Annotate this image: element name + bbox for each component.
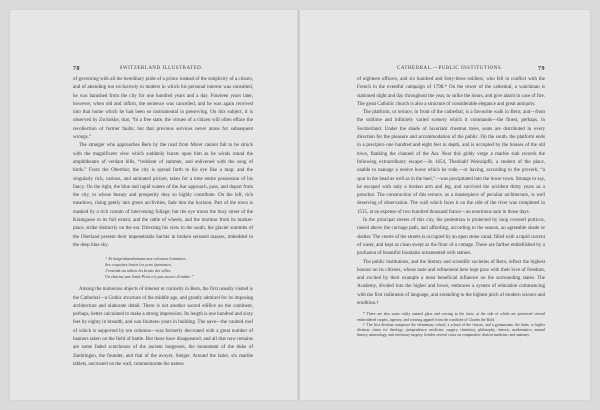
- verse-line: J'entends au milieu les bruits des villes: [105, 268, 171, 274]
- running-header: [357, 66, 545, 72]
- running-header: [73, 66, 253, 72]
- page-body: [357, 76, 545, 338]
- page-number: 79: [538, 66, 545, 72]
- paragraph: In the principal streets of this city, the pedestrian is protected by long covered porticos, raised above the carriage path, and affording, according to the season, an agreeable shade or shelter. The centre of the streets is occupied by an open stone canal, filled with a rapid current of water, and kept as clean swept as the floor of a cottage. These are farther embellished by a profusion of beautiful fountains ornamented with statues.: [357, 218, 545, 257]
- verse-line: Un charme par Saint-Prest n'a pas encore d'ombre.”: [105, 274, 194, 280]
- left-page: [10, 10, 298, 400]
- page-body: [73, 76, 253, 369]
- right-page: [300, 10, 590, 400]
- paragraph: of eighteen officers, and six hundred and forty-three soldiers, who fell in conflict with the French in the eventful campaign of 1798.* On the tower of the cathedral, a watchman is stationed night and day throughout the year, to strike the hours, and give alarm in case of fire. The great Catholic church is also a structure of considerable elegance and great antiquity.: [357, 77, 545, 107]
- verse-line: Ses coquettes bruits les yeux épanouies,: [105, 262, 172, 268]
- paragraph: The public institutions, and the literary and scientific societies of Bern, reflect the highest honour on its citizens, whose taste and refinement here kept pace with their love of freedom, and excited by their example a most beneficial influence on the surrounding states. The Academy, divided into the higher and lower, embraces a system of education commencing with the first rudiments of language, and extending to the highest pitch of modern science and erudition.†: [357, 259, 546, 307]
- verse-line: “ Et longs'abandonnant aux colonnes lointaines: [105, 256, 186, 262]
- footnotes: [357, 312, 545, 338]
- page-number: 78: [73, 66, 80, 72]
- paragraph: Among the numerous objects of interest or curiosity in Bern, the first usually visited is the Cathedral—a Gothic structure of the middle age, and greatly admired for its imposing architecture and elaborate detail. There is not another sacred edifice on the continent, perhaps, better calculated to make a strong impression. Its length is one hundred and sixty feet by eighty in breadth, and was fourteen years in building. The nave—the vaulted roof of which is supported by ten columns—was formerly decorated with a great number of banners taken on the field of battle. But these have disappeared; and all that now remains are some faded scutcheons of the ancient burgesses, the monument of the duke of Zaehringen, the founder, and that of the avoyer, Steiger. Around the latter, six marble tablets, encrusted on the wall, commemorate the names: [73, 287, 253, 367]
- footnote: * There are also some richly stained glass and carving in the choir, at the side of which are preserved several embroidered carpets, tapestry, and wearing apparel from the wardrobe of Charles the Bold.: [357, 312, 545, 322]
- running-head-title: CATHEDRAL.—PUBLIC INSTITUTIONS.: [397, 66, 503, 71]
- paragraph: of governing with all the hereditary pride of a prince instead of the simplicity of a citizen, and of attending too exclusively to matters in which his personal interest was consulted, he was banished from the city for one hundred years and a day. Fourteen years later, however, when old and infirm, the sentence was cancelled, and he was again received into that home which he had been so instrumental in preserving. On this subject, it is observed by Zschokke, that, “In a free state, the virtues of a citizen will often efface the recollection of former faults; but that previous services never atone for subsequent wrongs.”: [73, 77, 253, 141]
- footnote: † The first division comprises the elementary school, a school of the classes, and a gymnasium: the latter, or higher division, chairs for theology, jurisprudence, medicine, surgery, chemistry, philosophy, rhetoric, mathematics, natural history, mineralogy, and veterinary surgery; besides several cours on comparative clinical medicine, and anatomy.: [357, 322, 545, 338]
- verse-quotation: [105, 256, 253, 280]
- paragraph: The platform, or terrace, in front of the cathedral, is a favourite walk in Bern; and—from the sublime and infinitely varied scenery which it commands—the finest, perhaps, in Switzerland. Under the shade of luxuriant chestnut trees, seats are distributed in every direction for the pleasure and accommodation of the public. On the south, the platform ends in a precipice one hundred and eight feet in depth, and is occupied by the houses of the old town, flanking the channel of the Aar. Near this giddy verge a marble slab records the following extraordinary escape:—In 1654, Theobald Weinzäpfli, a student of the place, unable to manage a restive horse which he rode,—or having, according to the proverb, “a spur in the head as well as in the heel,”—was precipitated into the lower town. Strange to say, he escaped with only a broken arm and leg, and survived the accident thirty years as a preacher. The construction of this terrace, as a masterpiece of peculiar architecture, is well deserving of observation. The wall which faces it on the side of the river was completed in 1515, at an expense of two hundred thousand francs—an enormous sum in those days.: [357, 110, 545, 215]
- paragraph: The stranger who approaches Bern by the road from Moret cannot fail to be struck with the magnificent view which suddenly bursts upon him as he winds round the amphitheatre of verdant hills, “redolent of summer, and enlivened with the song of birds.” From the Oberthor, the city is spread forth to his eye like a map; and the singularly rich, various, and animated picture, takes for a time entire possession of his fancy. On the right, the blue and rapid waters of the Aar approach, pass, and depart from the city, to whose beauty and prosperity they so highly contribute. On the left, rich meadows, rising gently into green acclivities, fade into the horizon. Part of the town is masked by a rich curtain of intervening foliage; but the eye traces the busy street of the Kramgasse to its full extent, and the rattle of wheels, and the murmur from its market-place, strike distinctly on the ear. Directing his view to the south, the glacier summits of the Oberland present their impenetrable barrier in broken serrated masses, imbedded in the deep blue sky.: [73, 143, 253, 248]
- running-head-title: SWITZERLAND ILLUSTRATED.: [119, 66, 203, 71]
